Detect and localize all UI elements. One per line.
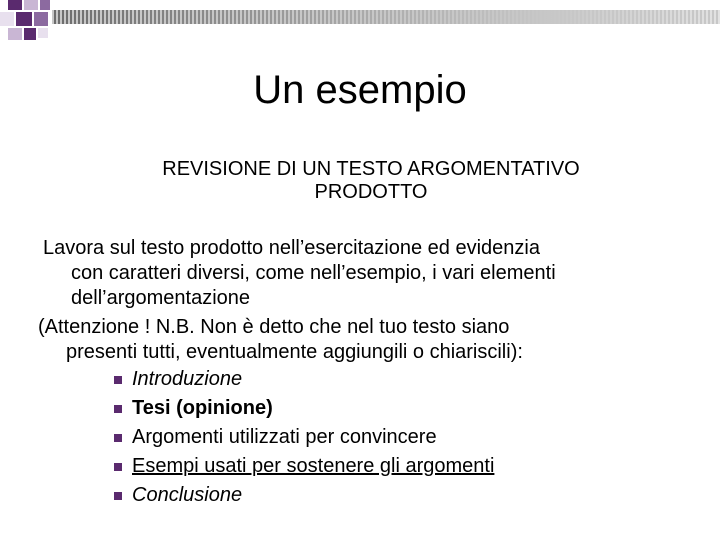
- slide-subtitle: [96, 158, 646, 204]
- paragraph-line: (Attenzione ! N.B. Non è detto che nel tuo testo siano: [38, 316, 510, 338]
- paragraph-line: dell’argomentazione: [71, 287, 251, 309]
- paragraph-line: Lavora sul testo prodotto nell’esercitazione ed evidenzia: [43, 237, 540, 259]
- square-bullet-icon: [114, 492, 122, 500]
- list-item: [114, 423, 494, 452]
- corner-square-decoration: [24, 28, 36, 40]
- list-item: [114, 365, 494, 394]
- corner-square-decoration: [8, 28, 22, 40]
- list-item: [114, 452, 494, 481]
- corner-square-decoration: [0, 12, 14, 26]
- corner-square-decoration: [16, 12, 32, 26]
- square-bullet-icon: [114, 463, 122, 471]
- corner-square-decoration: [24, 0, 38, 10]
- square-bullet-icon: [114, 434, 122, 442]
- list-item-text: Tesi (opinione): [132, 397, 273, 419]
- corner-square-decoration: [34, 12, 48, 26]
- subtitle-line: REVISIONE DI UN TESTO ARGOMENTATIVO: [162, 158, 580, 180]
- list-item: [114, 394, 494, 423]
- subtitle-line: PRODOTTO: [314, 181, 428, 203]
- list-item-text: Introduzione: [132, 368, 243, 390]
- list-item-text: Argomenti utilizzati per convincere: [132, 426, 437, 448]
- note-paragraph: [38, 315, 683, 365]
- header-gradient-bar: [52, 10, 720, 24]
- paragraph-line: presenti tutti, eventualmente aggiungili o chiariscili):: [66, 341, 523, 363]
- list-item-text: Esempi usati per sostenere gli argomenti: [132, 455, 495, 477]
- paragraph-line: con caratteri diversi, come nell’esempio, i vari elementi: [71, 262, 556, 284]
- square-bullet-icon: [114, 405, 122, 413]
- corner-square-decoration: [40, 0, 50, 10]
- slide-title: Un esempio: [253, 68, 467, 112]
- instruction-paragraph: [43, 236, 683, 311]
- list-item-text: Conclusione: [132, 484, 243, 506]
- corner-square-decoration: [38, 28, 48, 38]
- list-item: [114, 481, 494, 510]
- corner-square-decoration: [8, 0, 22, 10]
- element-list: [114, 365, 494, 510]
- square-bullet-icon: [114, 376, 122, 384]
